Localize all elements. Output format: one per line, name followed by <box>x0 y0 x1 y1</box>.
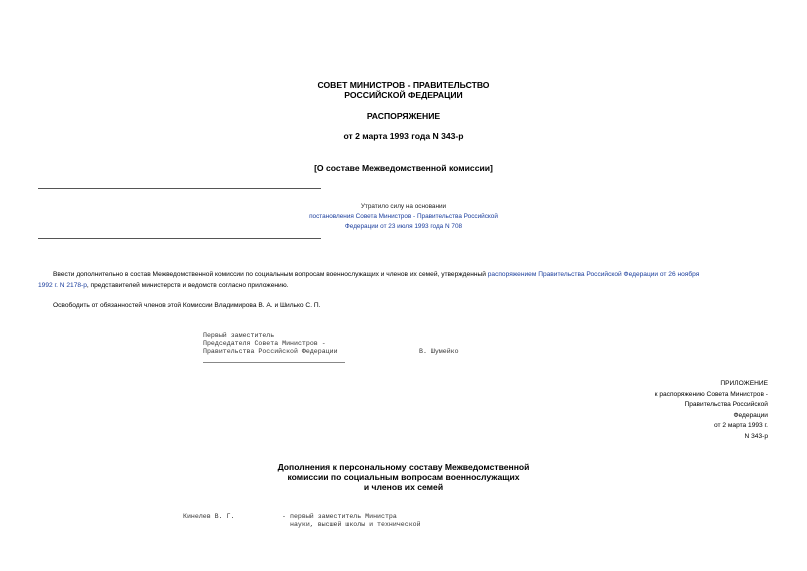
status-link-line-2[interactable]: Федерации от 23 июля 1993 года N 708 <box>344 223 463 230</box>
paragraph-2: Освободить от обязанностей членов этой Комиссии Владимирова В. А. и Шилько С. П. <box>53 302 321 309</box>
header-line-2: РОССИЙСКОЙ ФЕДЕРАЦИИ <box>344 90 463 100</box>
regulation-link[interactable]: распоряжением Правительства Российской Федерации от 26 ноября <box>487 271 700 278</box>
paragraph-1 <box>38 269 778 291</box>
appendix-line-5: N 343-р <box>744 432 768 440</box>
status-text: Утратило силу на основании <box>360 203 447 210</box>
document-title: [О составе Межведомственной комиссии] <box>314 163 493 173</box>
member-role-line-1: первый заместитель Министра <box>290 513 397 520</box>
paragraph-1-text-a: Ввести дополнительно в состав Межведомственной комиссии по социальным вопросам военнослужащих и членов их семей, утвержденный <box>53 271 488 278</box>
appendix-title <box>200 462 607 492</box>
member-dash: - <box>282 513 286 520</box>
document-date: от 2 марта 1993 года N 343-р <box>343 131 464 141</box>
appendix-label-block <box>560 379 768 443</box>
appendix-label: ПРИЛОЖЕНИЕ <box>720 380 768 387</box>
appendix-title-line-1: Дополнения к персональному составу Межведомственной <box>277 462 530 472</box>
divider-bottom <box>38 238 321 239</box>
header-line-1: СОВЕТ МИНИСТРОВ - ПРАВИТЕЛЬСТВО <box>317 80 490 90</box>
appendix-title-line-3: и членов их семей <box>363 482 444 492</box>
member-name: Кинелев В. Г. <box>183 513 235 520</box>
appendix-line-2: Правительства Российской <box>684 401 768 409</box>
signature-line-3: Правительства Российской Федерации <box>203 348 338 355</box>
paragraph-1-text-b: , представителей министерств и ведомств согласно приложению. <box>86 282 289 289</box>
status-link-line-1[interactable]: постановления Совета Министров - Правительства Российской <box>309 213 498 220</box>
appendix-line-1: к распоряжению Совета Министров - <box>654 390 768 398</box>
appendix-line-4: от 2 марта 1993 г. <box>714 422 768 430</box>
appendix-title-line-2: комиссии по социальным вопросам военнослужащих <box>287 472 520 482</box>
document-type: РАСПОРЯЖЕНИЕ <box>366 111 441 121</box>
appendix-line-3: Федерации <box>733 411 768 419</box>
signature-line-1: Первый заместитель <box>203 332 275 339</box>
signature-underline <box>203 362 345 363</box>
divider-top <box>38 188 321 189</box>
signature-name: В. Шумейко <box>419 348 459 355</box>
signature-line-2: Председателя Совета Министров - <box>203 340 326 347</box>
regulation-link-continued[interactable]: 1992 г. N 2178-р <box>38 282 87 289</box>
member-role-line-2: науки, высшей школы и технической <box>290 521 421 528</box>
